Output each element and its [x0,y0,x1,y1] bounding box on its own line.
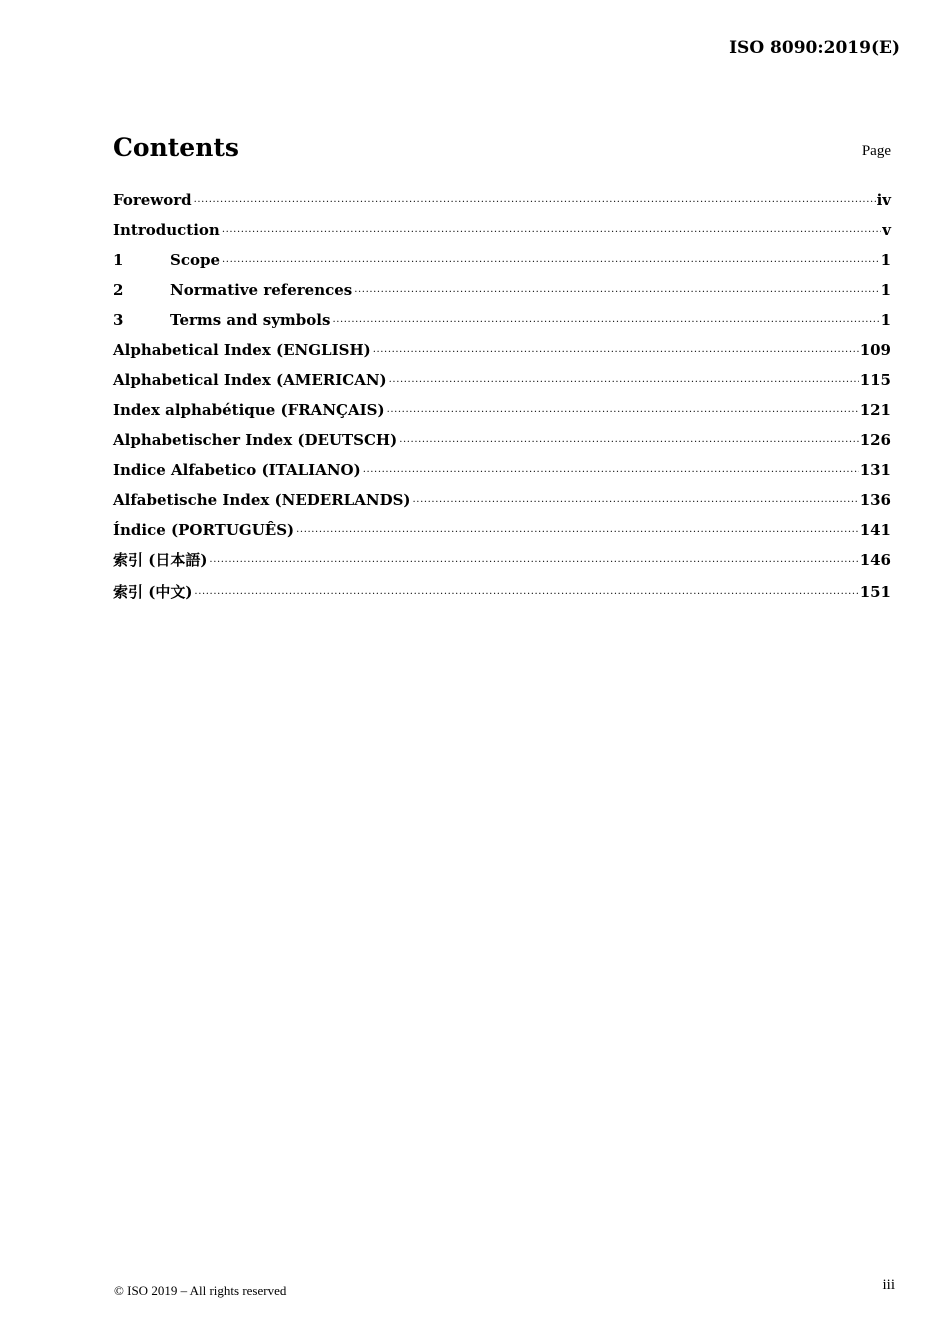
toc-leader-dots [363,459,859,475]
page-column-label: Page [861,143,891,159]
toc-entry-page: 131 [859,461,891,479]
page-number: iii [882,1277,895,1293]
toc-leader-dots [194,189,876,205]
toc-entry-page: 1 [880,311,891,329]
toc-entry-index-dutch[interactable] [113,489,891,519]
toc-leader-dots [296,519,859,535]
toc-entry-index-chinese[interactable] [113,581,891,613]
toc-entry-page: iv [876,191,891,209]
toc-leader-dots [194,581,858,597]
toc-entry-page: 121 [859,401,891,419]
toc-entry-label: Alphabetischer Index (DEUTSCH) [113,431,398,449]
toc-leader-dots [222,249,880,265]
contents-title: Contents [113,133,240,162]
toc-entry-index-american[interactable] [113,369,891,399]
toc-entry-page: 141 [859,521,891,539]
table-of-contents [113,189,891,613]
toc-entry-index-italian[interactable] [113,459,891,489]
copyright-notice: © ISO 2019 – All rights reserved [114,1283,287,1298]
toc-entry-page: v [882,221,891,239]
toc-leader-dots [354,279,879,295]
toc-entry-number: 2 [113,281,124,299]
toc-entry-label: Scope [170,251,221,269]
contents-header [113,133,891,167]
toc-entry-label: Alphabetical Index (AMERICAN) [113,371,387,389]
toc-entry-label: Introduction [113,221,220,239]
toc-entry-normative-references[interactable] [113,279,891,309]
toc-entry-page: 146 [859,551,891,569]
toc-entry-page: 1 [880,251,891,269]
toc-entry-number: 1 [113,251,124,269]
toc-entry-page: 109 [859,341,891,359]
toc-leader-dots [389,369,859,385]
toc-entry-label: 索引 (日本語) [113,551,208,569]
toc-entry-label: Alfabetische Index (NEDERLANDS) [113,491,411,509]
toc-entry-label: Foreword [113,191,192,209]
toc-entry-page: 151 [859,583,891,601]
toc-entry-label: Index alphabétique (FRANÇAIS) [113,401,385,419]
toc-entry-scope[interactable] [113,249,891,279]
toc-entry-label: Terms and symbols [170,311,331,329]
toc-entry-introduction[interactable] [113,219,891,249]
toc-entry-terms-and-symbols[interactable] [113,309,891,339]
toc-leader-dots [399,429,858,445]
toc-entry-page: 136 [859,491,891,509]
toc-leader-dots [413,489,859,505]
toc-entry-index-english[interactable] [113,339,891,369]
toc-entry-label: Indice Alfabetico (ITALIANO) [113,461,361,479]
toc-leader-dots [373,339,859,355]
toc-entry-label: Índice (PORTUGUÊS) [113,521,295,539]
document-id: ISO 8090:2019(E) [729,38,900,58]
toc-entry-index-french[interactable] [113,399,891,429]
toc-leader-dots [387,399,859,415]
toc-entry-index-portuguese[interactable] [113,519,891,549]
toc-entry-label: 索引 (中文) [113,583,193,601]
toc-entry-page: 126 [859,431,891,449]
toc-entry-label: Alphabetical Index (ENGLISH) [113,341,371,359]
toc-entry-page: 115 [859,371,891,389]
toc-leader-dots [332,309,879,325]
toc-leader-dots [209,549,858,565]
toc-entry-foreword[interactable] [113,189,891,219]
toc-entry-label: Normative references [170,281,353,299]
toc-leader-dots [222,219,881,235]
toc-entry-index-german[interactable] [113,429,891,459]
toc-entry-index-japanese[interactable] [113,549,891,581]
toc-entry-number: 3 [113,311,124,329]
toc-entry-page: 1 [880,281,891,299]
